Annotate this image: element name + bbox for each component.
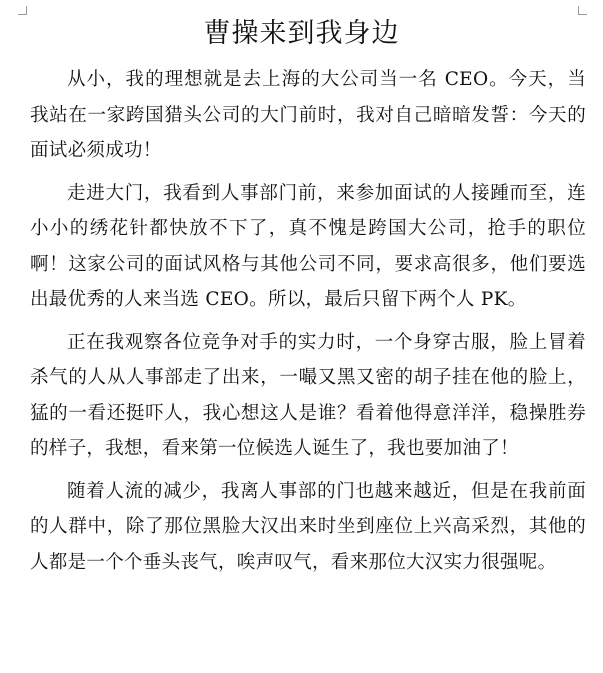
paragraph-4: 随着人流的减少，我离人事部的门也越来越近，但是在我前面的人群中，除了那位黑脸大汉出来时坐到座位上兴高采烈，其他的人都是一个个垂头丧气，唉声叹气，看来那位大汉实力很强呢。 bbox=[30, 480, 586, 573]
paragraph-1: 从小，我的理想就是去上海的大公司当一名 CEO。今天，当我站在一家跨国猎头公司的大门前时，我对自己暗暗发誓：今天的面试必须成功！ bbox=[30, 69, 586, 161]
paragraph-3: 正在我观察各位竞争对手的实力时，一个身穿古服，脸上冒着杀气的人从人事部走了出来，一嘬又黑又密的胡子挂在他的脸上，猛的一看还挺吓人，我心想这人是谁？看着他得意洋洋，稳操胜券的样子，我想，看来第一位候选人诞生了，我也要加油了！ bbox=[30, 331, 586, 459]
document-body bbox=[30, 62, 586, 587]
document-title: 曹操来到我身边 bbox=[203, 18, 400, 49]
paragraph-2: 走进大门，我看到人事部门前，来参加面试的人接踵而至，连小小的绣花针都快放不下了，真不愧是跨国大公司，抢手的职位啊！这家公司的面试风格与其他公司不同，要求高很多，他们要选出最优秀的人来当选 CEO。所以，最后只留下两个人 PK。 bbox=[30, 182, 586, 310]
